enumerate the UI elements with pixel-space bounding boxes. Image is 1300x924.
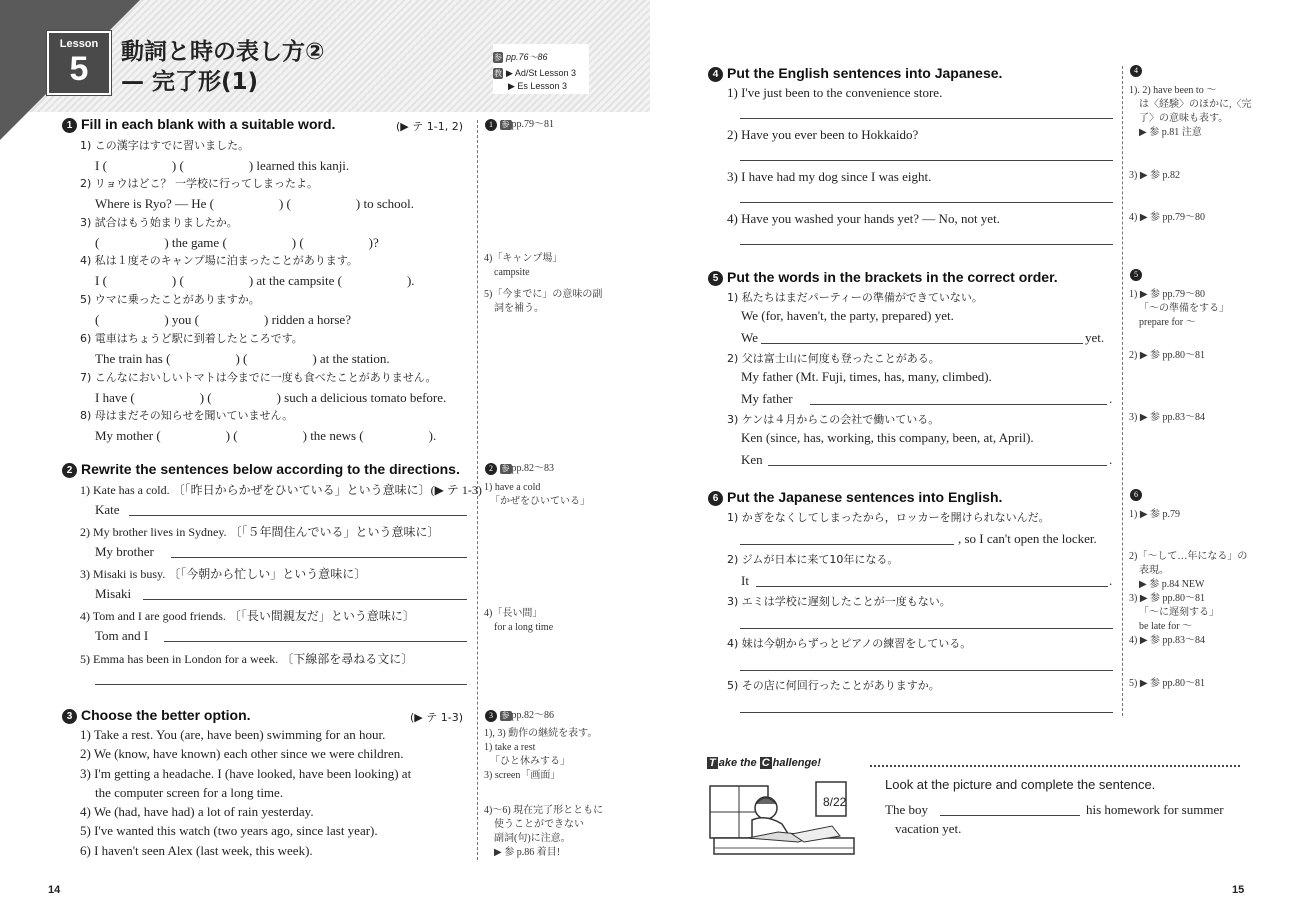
answer-blank[interactable]: [768, 465, 1107, 466]
order-words: We (for, haven't, the party, prepared) yet.: [741, 308, 954, 323]
answer-line[interactable]: Where is Ryo? — He ( ) ( ) to school.: [95, 196, 415, 211]
section5-note-3: 3) ▶ 参 pp.83～84: [1129, 412, 1206, 423]
english-tail: .: [1109, 573, 1113, 588]
section6-note-5: 5) ▶ 参 pp.80～81: [1129, 678, 1206, 689]
section3-title: 3 Choose the better option.: [62, 707, 251, 724]
section6-note-1: 1) ▶ 参 p.79: [1129, 509, 1181, 520]
order-tail: yet.: [1085, 330, 1105, 345]
answer-blank[interactable]: [740, 628, 1113, 629]
column-divider-right: [1122, 66, 1123, 716]
challenge-divider: [870, 765, 1240, 767]
rewrite-prompt: 2) My brother lives in Sydney. 〔「５年間住んでいる」という意味に〕: [80, 525, 440, 539]
question-jp: 8) 母はまだその知らせを聞いていません。: [80, 409, 294, 422]
question-jp: 3) 試合はもう始まりましたか。: [80, 216, 238, 229]
section5-note-2: 2) ▶ 参 pp.80～81: [1129, 350, 1206, 361]
rewrite-lead: Tom and I: [95, 628, 149, 643]
rewrite-lead: Misaki: [95, 586, 132, 601]
section2-notes-b: 4)「長い間」 for a long time: [484, 608, 554, 633]
rewrite-lead: My brother: [95, 544, 154, 559]
section2-title: 2 Rewrite the sentences below according to the directions.: [62, 461, 460, 478]
answer-blank[interactable]: [740, 202, 1113, 203]
answer-blank[interactable]: [761, 343, 1083, 344]
challenge-line1-end: his homework for summer: [1086, 802, 1224, 817]
question-jp: 4) 私は１度そのキャンプ場に泊まったことがあります。: [80, 254, 358, 267]
section4-side-num: 4: [1130, 64, 1142, 78]
translate-prompt: 4) Have you washed your hands yet? — No, not yet.: [727, 211, 1000, 226]
calendar-text: 8/22: [823, 795, 847, 809]
answer-blank[interactable]: [740, 670, 1113, 671]
section1-notes: 4)「キャンプ場」 campsite 5)「今までに」の意味の副 詞を補う。: [484, 253, 603, 314]
order-jp: 1) 私たちはまだパーティーの準備ができていない。: [727, 291, 983, 304]
order-words: My father (Mt. Fuji, times, has, many, climbed).: [741, 369, 992, 384]
english-jp: 3) エミは学校に遅刻したことが一度もない。: [727, 595, 951, 608]
translate-prompt: 2) Have you ever been to Hokkaido?: [727, 127, 919, 142]
challenge-line2: vacation yet.: [895, 821, 962, 836]
rewrite-prompt: 5) Emma has been in London for a week. 〔下線部を尋ねる文に〕: [80, 652, 414, 666]
section5-side-num: 5: [1130, 268, 1142, 282]
sanko-ref: pp.76～86: [506, 52, 548, 62]
answer-blank[interactable]: [143, 599, 467, 600]
english-lead: It: [741, 573, 749, 588]
order-tail: .: [1109, 391, 1113, 406]
answer-blank[interactable]: [740, 244, 1113, 245]
answer-blank[interactable]: [129, 515, 467, 516]
section5-notes: 1) ▶ 参 pp.79～80 「～の準備をする」 prepare for ～: [1129, 289, 1229, 328]
section1-side-ref: 1 参 pp.79～81: [485, 118, 554, 132]
answer-line[interactable]: ( ) the game ( ) ( )?: [95, 235, 379, 250]
lesson-badge: [47, 31, 111, 95]
section3-ref: (▶ テ 1-3): [410, 711, 464, 724]
boy-studying-illustration: [708, 778, 856, 860]
page-title-line2: — 完了形(1): [121, 69, 259, 95]
order-jp: 2) 父は富士山に何度も登ったことがある。: [727, 352, 940, 365]
section2-side-ref: 2 参 pp.82～83: [485, 462, 554, 476]
section1-ref: (▶ テ 1-1, 2): [396, 120, 463, 133]
sanko-icon: 参: [494, 53, 502, 63]
section3-notes-b: 4)～6) 現在完了形とともに 使うことができない 副詞(句)に注意。 ▶ 参 p.86 着目!: [484, 805, 604, 858]
english-jp: 4) 妹は今朝からずっとピアノの練習をしている。: [727, 637, 972, 650]
order-jp: 3) ケンは４月からこの会社で働いている。: [727, 413, 940, 426]
english-tail: , so I can't open the locker.: [958, 531, 1097, 546]
answer-blank[interactable]: [164, 641, 467, 642]
es-ref: ▶ Es Lesson 3: [508, 81, 567, 91]
question-jp: 2) リョウはどこ？ 一学校に行ってしまったよ。: [80, 177, 318, 190]
question-jp: 5) ウマに乗ったことがありますか。: [80, 293, 260, 306]
challenge-answer-blank[interactable]: [940, 815, 1080, 816]
section6-side-num: 6: [1130, 488, 1142, 502]
section5-title: 5 Put the words in the brackets in the correct order.: [708, 269, 1058, 286]
question-jp: 7) こんなにおいしいトマトは今までに一度も食べたことがありません。: [80, 371, 437, 384]
section2-notes-a: 1) have a cold 「かぜをひいている」: [484, 482, 590, 507]
choice-item[interactable]: 2) We (know, have known) each other since we were children.: [80, 746, 404, 761]
section6-title: 6 Put the Japanese sentences into English.: [708, 489, 1002, 506]
lesson-word: Lesson: [59, 38, 99, 50]
english-jp: 2) ジムが日本に来て10年になる。: [727, 553, 899, 566]
rewrite-prompt: 4) Tom and I are good friends. 〔「長い間親友だ」という意味に〕: [80, 609, 415, 623]
page-number-left: 14: [48, 884, 61, 896]
question-jp: 6) 電車はちょうど駅に到着したところです。: [80, 332, 303, 345]
answer-blank[interactable]: [740, 712, 1113, 713]
order-tail: .: [1109, 452, 1113, 467]
section4-title: 4 Put the English sentences into Japanese.: [708, 65, 1002, 82]
page-title-line1: 動詞と時の表し方②: [121, 39, 325, 65]
order-lead: Ken: [741, 452, 763, 467]
order-lead: My father: [741, 391, 793, 406]
section4-note-3: 3) ▶ 参 p.82: [1129, 170, 1181, 181]
section4-note-4: 4) ▶ 参 pp.79～80: [1129, 212, 1206, 223]
answer-line[interactable]: I have ( ) ( ) such a delicious tomato before.: [95, 390, 447, 405]
answer-blank[interactable]: [171, 557, 467, 558]
translate-prompt: 1) I've just been to the convenience store.: [727, 85, 943, 100]
choice-item[interactable]: 5) I've wanted this watch (two years ago, since last year).: [80, 823, 378, 838]
choice-item[interactable]: 1) Take a rest. You (are, have been) swimming for an hour.: [80, 727, 386, 742]
kyo-icon: 教: [494, 69, 502, 79]
section6-notes-2: 2)「～して…年になる」の 表現。 ▶ 参 p.84 NEW 3) ▶ 参 pp.80～81 「～に遅刻する」 be late for ～ 4) ▶ 参 pp.83～84: [1129, 551, 1248, 646]
ad-ref: ▶ Ad/St Lesson 3: [506, 68, 576, 78]
answer-blank[interactable]: [95, 684, 467, 685]
choice-item[interactable]: 6) I haven't seen Alex (last week, this week).: [80, 843, 313, 858]
answer-blank[interactable]: [810, 404, 1107, 405]
choice-item[interactable]: 3) I'm getting a headache. I (have looked, have been looking) at: [80, 766, 412, 781]
rewrite-lead: Kate: [95, 502, 120, 517]
page-number-right: 15: [1232, 884, 1245, 896]
answer-blank[interactable]: [740, 118, 1113, 119]
order-words: Ken (since, has, working, this company, been, at, April).: [741, 430, 1034, 445]
answer-blank[interactable]: [756, 586, 1108, 587]
challenge-label: T ake the C hallenge!: [709, 757, 821, 769]
section1-title: 1 Fill in each blank with a suitable word.: [62, 116, 335, 133]
lesson-number: 5: [69, 50, 89, 88]
rewrite-prompt: 1) Kate has a cold. 〔「昨日からかぜをひいている」という意味に〕(▶ テ 1-3): [80, 483, 482, 497]
answer-blank[interactable]: [740, 160, 1113, 161]
english-jp: 5) その店に何回行ったことがありますか。: [727, 679, 940, 692]
challenge-instruction: Look at the picture and complete the sentence.: [885, 777, 1156, 792]
choice-item[interactable]: the computer screen for a long time.: [95, 785, 284, 800]
section3-side-ref: 3 参 pp.82～86: [485, 709, 554, 723]
answer-line[interactable]: The train has ( ) ( ) at the station.: [95, 351, 390, 366]
order-lead: We: [741, 330, 758, 345]
answer-line[interactable]: ( ) you ( ) ridden a horse?: [95, 312, 351, 327]
translate-prompt: 3) I have had my dog since I was eight.: [727, 169, 932, 184]
rewrite-prompt: 3) Misaki is busy. 〔「今朝から忙しい」という意味に〕: [80, 567, 367, 581]
reference-box: [493, 44, 589, 94]
challenge-line1-start: The boy: [885, 802, 928, 817]
choice-item[interactable]: 4) We (had, have had) a lot of rain yesterday.: [80, 804, 314, 819]
section4-notes: 1). 2) have been to ～ は〈経験〉のほかに,〈完 了〉の意味も表す。 ▶ 参 p.81 注意: [1129, 85, 1252, 138]
question-jp: 1) この漢字はすでに習いました。: [80, 139, 250, 152]
answer-line[interactable]: I ( ) ( ) learned this kanji.: [95, 158, 350, 173]
answer-blank[interactable]: [740, 544, 954, 545]
answer-line[interactable]: My mother ( ) ( ) the news ( ).: [95, 428, 437, 443]
answer-line[interactable]: I ( ) ( ) at the campsite ( ).: [95, 273, 415, 288]
english-jp: 1) かぎをなくしてしまったから，ロッカーを開けられないんだ。: [727, 511, 1050, 524]
section3-notes-a: 1), 3) 動作の継続を表す。 1) take a rest 「ひと休みする」 3) screen「画面」: [484, 728, 598, 781]
